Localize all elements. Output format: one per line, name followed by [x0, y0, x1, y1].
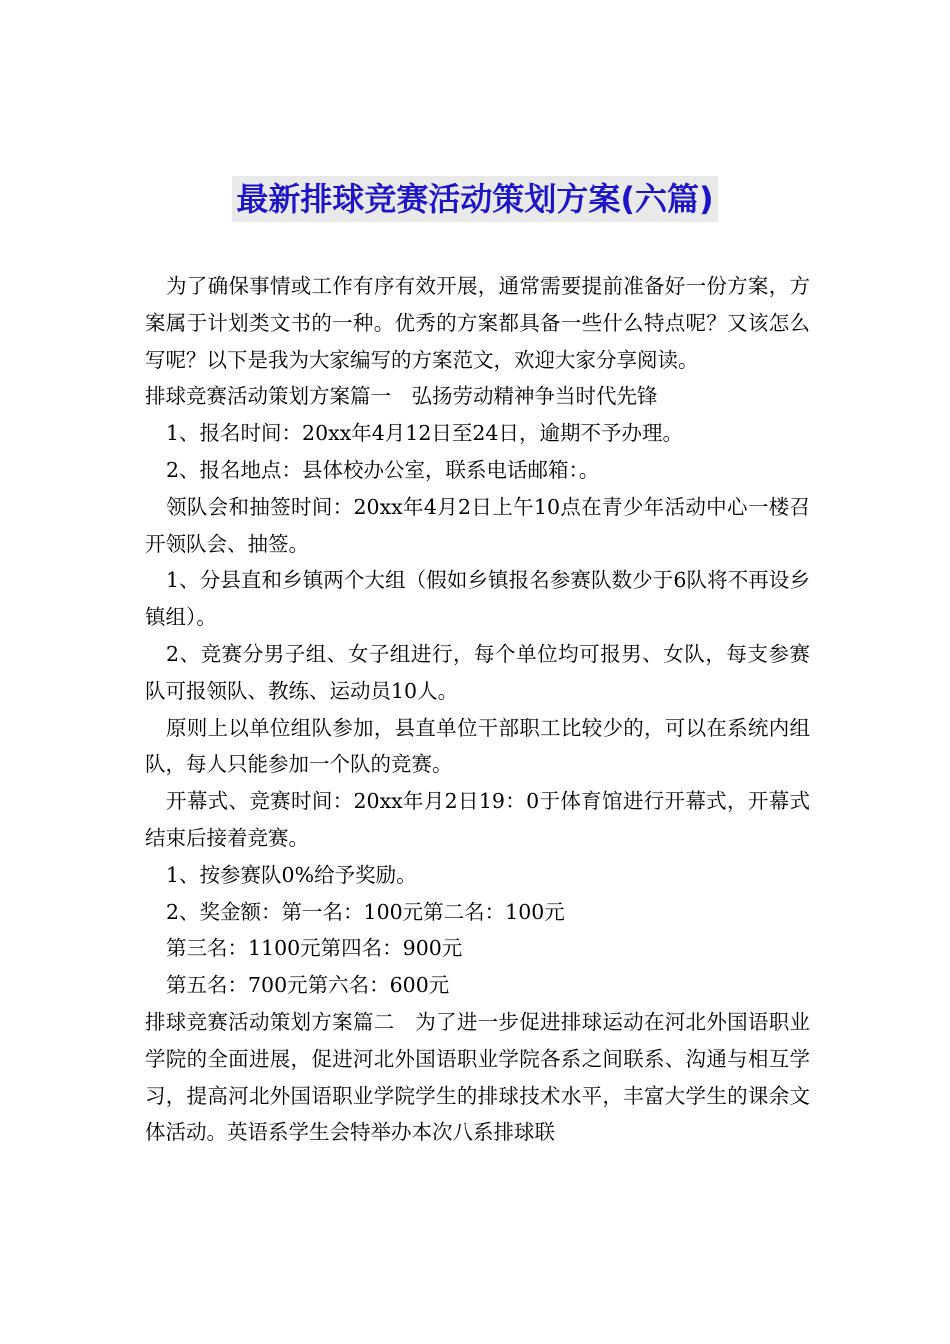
paragraph: 2、竞赛分男子组、女子组进行，每个单位均可报男、女队，每支参赛队可报领队、教练、运动员10人。	[145, 641, 810, 703]
title-container	[0, 176, 950, 222]
paragraph: 2、奖金额：第一名：100元第二名：100元	[166, 899, 565, 924]
paragraph: 第五名：700元第六名：600元	[166, 973, 450, 998]
document-title: 最新排球竞赛活动策划方案(六篇)	[232, 176, 717, 222]
paragraph: 为了确保事情或工作有序有效开展，通常需要提前准备好一份方案，方案属于计划类文书的一种。优秀的方案都具备一些什么特点呢？又该怎么写呢？以下是我为大家编写的方案范文，欢迎大家分享阅读。	[145, 274, 810, 372]
paragraph: 1、按参赛队0%给予奖励。	[166, 862, 417, 887]
paragraph: 2、报名地点：县体校办公室，联系电话邮箱：。	[166, 457, 600, 482]
paragraph: 1、报名时间：20xx年4月12日至24日，逾期不予办理。	[166, 421, 683, 446]
document-body	[145, 268, 810, 1151]
paragraph: 领队会和抽签时间：20xx年4月2日上午10点在青少年活动中心一楼召开领队会、抽签。	[145, 494, 810, 556]
paragraph: 第三名：1100元第四名：900元	[166, 936, 463, 961]
paragraph: 原则上以单位组队参加，县直单位干部职工比较少的，可以在系统内组队，每人只能参加一个队的竞赛。	[145, 715, 810, 777]
section-heading: 排球竞赛活动策划方案篇一 弘扬劳动精神争当时代先锋	[145, 384, 658, 409]
paragraph: 开幕式、竞赛时间：20xx年月2日19：0于体育馆进行开幕式，开幕式结束后接着竞赛。	[145, 789, 810, 850]
paragraph: 1、分县直和乡镇两个大组（假如乡镇报名参赛队数少于6队将不再设乡镇组）。	[145, 568, 810, 630]
section-heading: 排球竞赛活动策划方案篇二 为了进一步促进排球运动在河北外国语职业学院的全面进展，促进河北外国语职业学院各系之间联系、沟通与相互学习，提高河北外国语职业学院学生的排球技术水平，丰富大学生的课余文体活动。英语系学生会特举办本次八系排球联	[145, 1009, 810, 1145]
